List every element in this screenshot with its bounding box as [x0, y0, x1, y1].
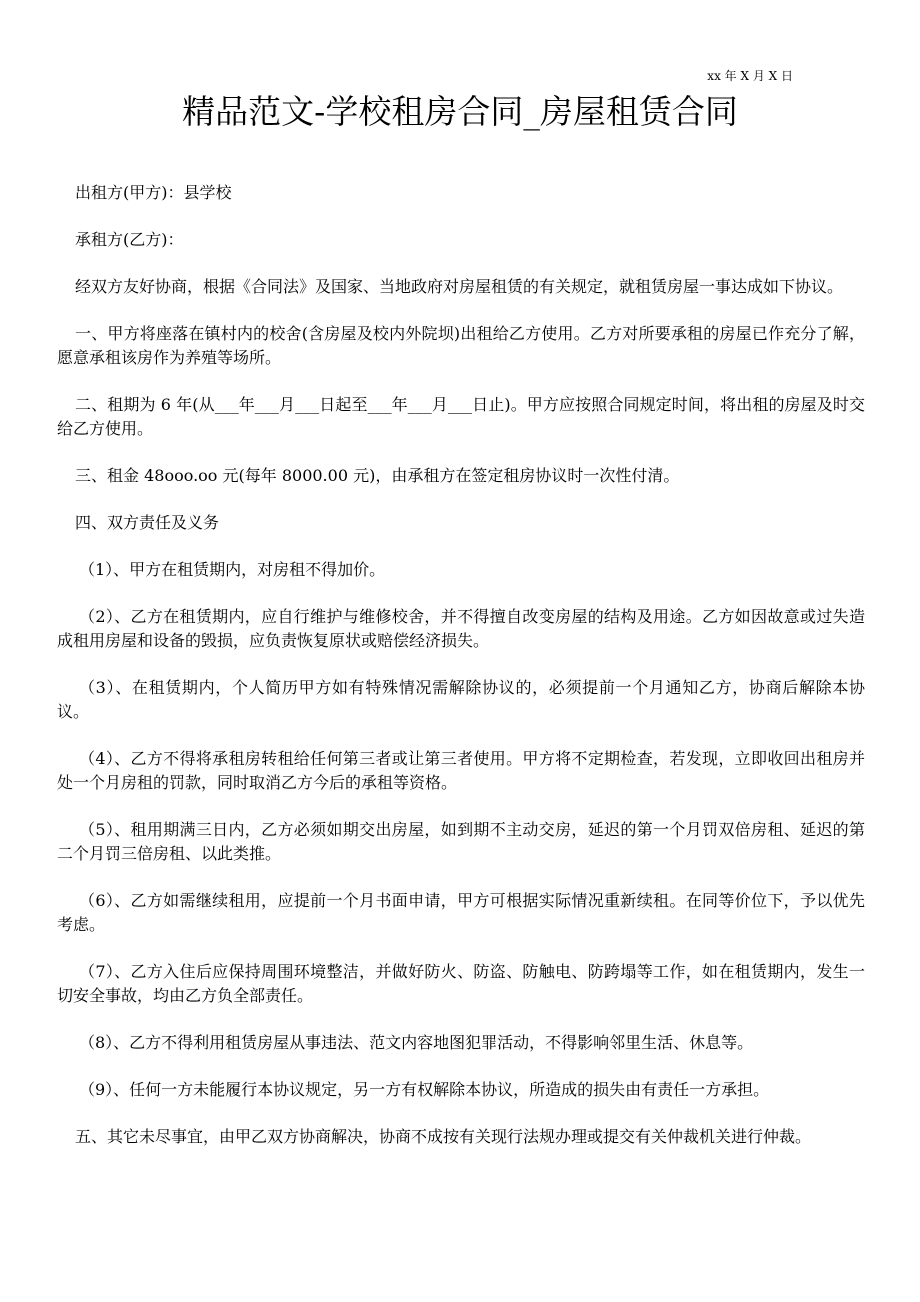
clause-4-item-7: （7）、乙方入住后应保持周围环境整洁，并做好防火、防盗、防触电、防跨塌等工作，如在租赁期内，发生一切安全事故，均由乙方负全部责任。 — [57, 962, 865, 1005]
header-date: xx 年 X 月 X 日 — [707, 69, 793, 83]
clause-2: 二、租期为 6 年(从___年___月___日起至___年___月___日止)。甲方应按照合同规定时间，将出租的房屋及时交给乙方使用。 — [57, 395, 865, 438]
lessor-line: 出租方(甲方)：县学校 — [75, 183, 232, 202]
clause-4-item-5: （5）、租用期满三日内，乙方必须如期交出房屋，如到期不主动交房，延迟的第一个月罚双倍房租、延迟的第二个月罚三倍房租、以此类推。 — [57, 820, 865, 863]
clause-4-item-1: （1）、甲方在租赁期内，对房租不得加价。 — [79, 560, 386, 579]
clause-4-item-4: （4）、乙方不得将承租房转租给任何第三者或让第三者使用。甲方将不定期检查，若发现，立即收回出租房并处一个月房租的罚款，同时取消乙方今后的承租等资格。 — [57, 749, 865, 792]
contract-body — [57, 181, 865, 1172]
clause-4-heading: 四、双方责任及义务 — [75, 513, 220, 532]
clause-1: 一、甲方将座落在镇村内的校舍(含房屋及校内外院坝)出租给乙方使用。乙方对所要承租的房屋已作充分了解，愿意承租该房作为养殖等场所。 — [57, 324, 865, 367]
document-title: 精品范文-学校租房合同_房屋租赁合同 — [182, 92, 738, 131]
clause-4-item-3: （3）、在租赁期内，个人简历甲方如有特殊情况需解除协议的，必须提前一个月通知乙方，协商后解除本协议。 — [57, 678, 865, 721]
clause-5: 五、其它未尽事宜，由甲乙双方协商解决，协商不成按有关现行法规办理或提交有关仲裁机关进行仲裁。 — [75, 1127, 812, 1146]
clause-4-item-9: （9）、任何一方未能履行本协议规定，另一方有权解除本协议，所造成的损失由有责任一方承担。 — [79, 1080, 770, 1099]
clause-4-item-8: （8）、乙方不得利用租赁房屋从事违法、范文内容地图犯罪活动，不得影响邻里生活、休息等。 — [79, 1033, 754, 1052]
clause-3: 三、租金 48ooo.oo 元(每年 8000.00 元)，由承租方在签定租房协议时一次性付清。 — [75, 466, 680, 485]
lessee-line: 承租方(乙方)： — [75, 230, 184, 249]
clause-4-item-6: （6）、乙方如需继续租用，应提前一个月书面申请，甲方可根据实际情况重新续租。在同等价位下，予以优先考虑。 — [57, 891, 865, 934]
clause-4-item-2: （2）、乙方在租赁期内，应自行维护与维修校舍，并不得擅自改变房屋的结构及用途。乙方如因故意或过失造成租用房屋和设备的毁损，应负责恢复原状或赔偿经济损失。 — [57, 607, 865, 650]
preamble-paragraph: 经双方友好协商，根据《合同法》及国家、当地政府对房屋租赁的有关规定，就租赁房屋一事达成如下协议。 — [75, 277, 844, 296]
